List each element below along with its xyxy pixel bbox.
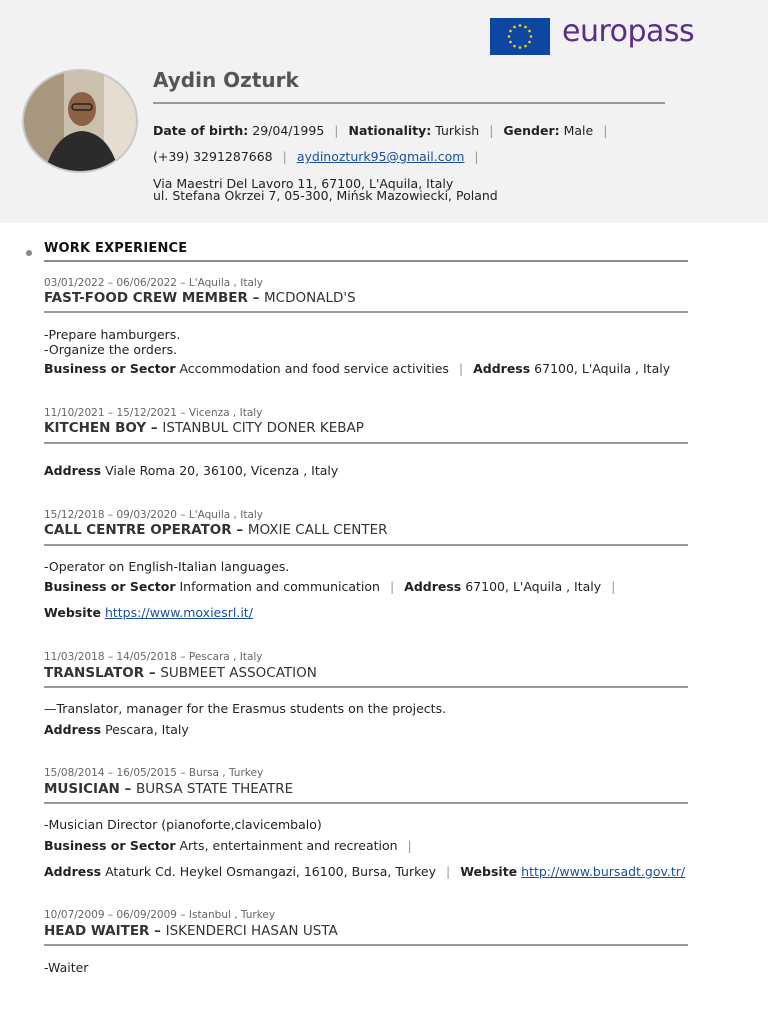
job-title: FAST-FOOD CREW MEMBER	[44, 290, 248, 306]
business-value: Accommodation and food service activities	[179, 361, 449, 376]
job-heading	[44, 781, 293, 797]
eu-star-icon	[524, 45, 527, 48]
cv-header	[0, 0, 768, 223]
job-description: -Operator on English-Italian languages.	[44, 559, 290, 574]
website-label: Website	[460, 864, 518, 879]
job-title: KITCHEN BOY	[44, 420, 147, 436]
job-heading	[44, 665, 317, 681]
dob-value: 29/04/1995	[252, 123, 325, 138]
job-dash: –	[149, 923, 166, 939]
job-title: TRANSLATOR	[44, 665, 145, 681]
separator: |	[389, 579, 395, 594]
separator: |	[407, 838, 412, 853]
address-label: Address	[473, 361, 531, 376]
job-meta: 15/12/2018 – 09/03/2020 – L'Aquila , Italy	[44, 509, 264, 521]
job-heading	[44, 522, 388, 538]
separator: |	[458, 361, 464, 376]
job-dash: –	[231, 522, 248, 538]
phone-number: (+39) 3291287668	[153, 149, 273, 164]
contact-row	[153, 149, 485, 164]
separator: |	[603, 123, 608, 138]
job-meta: 11/03/2018 – 14/05/2018 – Pescara , Italy	[44, 651, 263, 663]
eu-star-icon	[524, 26, 527, 29]
job-divider	[44, 442, 688, 444]
eu-star-icon	[528, 41, 531, 44]
eu-star-icon	[513, 26, 516, 29]
job-description: -Waiter	[44, 960, 89, 975]
eu-star-icon	[519, 24, 522, 27]
job-description: —Translator, manager for the Erasmus students on the projects.	[44, 701, 447, 716]
address-value: Ataturk Cd. Heykel Osmangazi, 16100, Bursa, Turkey	[105, 864, 437, 879]
job-meta: 11/10/2021 – 15/12/2021 – Vicenza , Italy	[44, 407, 263, 419]
job-details-row	[44, 838, 418, 853]
job-details-row	[44, 361, 670, 376]
separator: |	[446, 864, 451, 879]
website-link[interactable]: http://www.bursadt.gov.tr/	[521, 864, 686, 879]
job-employer: BURSA STATE THEATRE	[135, 781, 294, 797]
job-description: -Prepare hamburgers.	[44, 327, 181, 342]
job-title: HEAD WAITER	[44, 923, 150, 939]
separator: |	[282, 149, 287, 164]
separator: |	[611, 579, 616, 594]
name-divider	[153, 102, 665, 104]
job-dash: –	[119, 781, 136, 797]
home-address-2: ul. Stefana Okrzei 7, 05-300, Mińsk Mazowiecki, Poland	[153, 188, 498, 203]
job-website-row	[44, 605, 253, 620]
job-divider	[44, 686, 688, 688]
job-description: -Organize the orders.	[44, 342, 178, 357]
business-label: Business or Sector	[44, 361, 176, 376]
section-title-work-experience: WORK EXPERIENCE	[44, 241, 188, 256]
address-value: 67100, L'Aquila , Italy	[465, 579, 602, 594]
address-label: Address	[44, 722, 102, 737]
nationality-label: Nationality:	[348, 123, 432, 138]
personal-info-row	[153, 123, 613, 138]
gender-value: Male	[563, 123, 594, 138]
job-heading	[44, 923, 338, 939]
address-label: Address	[44, 463, 102, 478]
job-details-row	[44, 579, 621, 594]
candidate-name: Aydin Ozturk	[153, 68, 299, 92]
eu-star-icon	[528, 30, 531, 33]
job-dash: –	[144, 665, 161, 681]
separator: |	[489, 123, 494, 138]
job-title: CALL CENTRE OPERATOR	[44, 522, 232, 538]
business-value: Information and communication	[179, 579, 380, 594]
email-link[interactable]: aydinozturk95@gmail.com	[296, 149, 465, 164]
job-divider	[44, 802, 688, 804]
job-dash: –	[247, 290, 265, 306]
job-employer: ISTANBUL CITY DONER KEBAP	[162, 420, 364, 436]
nationality-value: Turkish	[435, 123, 480, 138]
separator: |	[334, 123, 339, 138]
address-label: Address	[44, 864, 102, 879]
home-address-1: Via Maestri Del Lavoro 11, 67100, L'Aquila, Italy	[153, 176, 454, 191]
eu-star-icon	[509, 30, 512, 33]
job-divider	[44, 311, 688, 313]
business-label: Business or Sector	[44, 579, 176, 594]
address-value: 67100, L'Aquila , Italy	[534, 361, 671, 376]
job-heading	[44, 420, 364, 436]
job-details-row	[44, 864, 685, 879]
job-details-row	[44, 722, 189, 737]
address-value: Pescara, Italy	[105, 722, 189, 737]
separator: |	[474, 149, 479, 164]
job-meta: 10/07/2009 – 06/09/2009 – Istanbul , Turkey	[44, 909, 276, 921]
job-meta: 15/08/2014 – 16/05/2015 – Bursa , Turkey	[44, 767, 264, 779]
job-title: MUSICIAN	[44, 781, 120, 797]
section-divider	[44, 260, 688, 262]
eu-star-icon	[513, 45, 516, 48]
europass-logo-text: europass	[562, 14, 695, 49]
job-employer: MOXIE CALL CENTER	[247, 522, 388, 538]
eu-star-icon	[509, 41, 512, 44]
europass-logo	[490, 14, 700, 56]
job-meta: 03/01/2022 – 06/06/2022 – L'Aquila , Italy	[44, 277, 264, 289]
job-divider	[44, 544, 688, 546]
job-dash: –	[146, 420, 163, 436]
eu-star-icon	[530, 35, 533, 38]
job-employer: MCDONALD'S	[264, 290, 356, 306]
business-value: Arts, entertainment and recreation	[179, 838, 398, 853]
job-employer: SUBMEET ASSOCATION	[160, 665, 317, 681]
gender-label: Gender:	[503, 123, 560, 138]
eu-flag-icon	[490, 18, 550, 55]
dob-label: Date of birth:	[153, 123, 249, 138]
profile-photo	[22, 69, 138, 173]
website-label: Website	[44, 605, 101, 620]
business-label: Business or Sector	[44, 838, 176, 853]
job-details-row	[44, 463, 338, 478]
eu-star-icon	[519, 46, 522, 49]
section-bullet	[26, 250, 32, 256]
address-label: Address	[404, 579, 462, 594]
job-heading	[44, 290, 356, 306]
eu-star-icon	[508, 35, 511, 38]
website-link[interactable]: https://www.moxiesrl.it/	[104, 605, 253, 620]
job-employer: ISKENDERCI HASAN USTA	[165, 923, 338, 939]
job-divider	[44, 944, 688, 946]
job-description: -Musician Director (pianoforte,clavicembalo)	[44, 817, 322, 832]
address-value: Viale Roma 20, 36100, Vicenza , Italy	[105, 463, 339, 478]
